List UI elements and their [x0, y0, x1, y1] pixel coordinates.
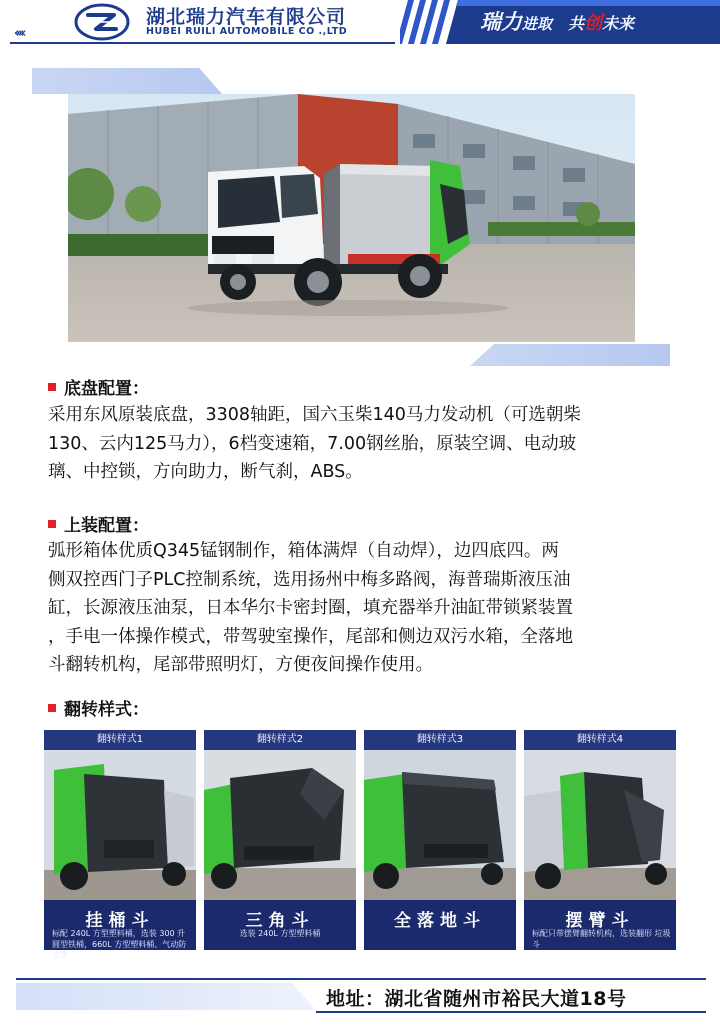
page-header — [0, 0, 720, 48]
truck-rear-photo — [524, 750, 676, 900]
footer-accent — [16, 983, 316, 1010]
card-description: 标配 240L 方型塑料桶，选装 300 升圆型铁桶，660L 方型塑料桶、气动防尘罩 — [52, 929, 187, 960]
tipping-card-2 — [204, 730, 356, 950]
company-name-en: HUBEI RUILI AUTOMOBILE CO .,LTD — [146, 26, 348, 37]
tipping-heading-text: 翻转样式： — [64, 700, 149, 720]
card-description: 标配只带摆臂翻转机构，选装翻形 垃圾斗 — [532, 929, 671, 949]
card-tab-label: 翻转样式1 — [44, 730, 196, 750]
body-line: 侧双控西门子PLC控制系统，选用扬州中梅多路阀，海普瑞斯液压油 — [48, 569, 571, 590]
card-title: 摆臂斗 — [565, 911, 635, 931]
header-rule — [10, 42, 395, 44]
truck-rear-photo — [44, 750, 196, 900]
chassis-heading — [48, 374, 149, 399]
card-description: 选装 240L 方型塑料桶 — [239, 929, 321, 938]
company-name-cn: 湖北瑞力汽车有限公司 — [146, 6, 347, 28]
slogan-text — [480, 6, 634, 36]
body-line: 弧形箱体优质Q345锰钢制作，箱体满焊（自动焊），边四底四。两 — [48, 541, 559, 561]
company-address: 地址：湖北省随州市裕民大道18号 — [326, 988, 627, 1010]
chassis-line: 璃、中控锁，方向助力，断气刹，ABS。 — [48, 462, 363, 482]
body-line: ，手电一体操作模式，带驾驶室操作，尾部和侧边双污水箱，全落地 — [48, 626, 573, 647]
body-line: 斗翻转机构，尾部带照明灯，方便夜间操作使用。 — [48, 655, 433, 675]
chassis-line: 采用东风原装底盘，3308轴距，国六玉柴140马力发动机（可选朝柴 — [48, 405, 581, 425]
tipping-heading — [48, 695, 149, 720]
body-line: 缸，长源液压油泵，日本华尔卡密封圈，填充器举升油缸带锁紧装置 — [48, 598, 573, 618]
slogan-weilai: 未来 — [602, 14, 635, 33]
red-bullet-icon — [48, 383, 56, 391]
truck-photo — [68, 94, 635, 342]
footer-rule-bottom — [316, 1011, 706, 1013]
slogan-jinqu: 进取 — [522, 15, 553, 33]
card-title: 三角斗 — [245, 911, 315, 931]
footer-rule-top — [16, 978, 706, 980]
tipping-card-1 — [44, 730, 196, 960]
tipping-card-3 — [364, 730, 516, 950]
card-title: 挂桶斗 — [85, 911, 155, 931]
slogan-gong: 共 — [568, 14, 585, 33]
card-title: 全落地斗 — [394, 911, 486, 931]
tipping-card-4 — [524, 730, 676, 950]
body-paragraph — [48, 537, 678, 680]
truck-rear-photo — [364, 750, 516, 900]
body-heading-text: 上装配置： — [64, 516, 149, 536]
red-bullet-icon — [48, 704, 56, 712]
slogan-chuang: 创 — [584, 13, 603, 34]
photo-accent-top — [32, 68, 222, 94]
card-tab-label: 翻转样式3 — [364, 730, 516, 750]
chassis-line: 130、云内125马力），6档变速箱，7.00钢丝胎，原装空调、电动玻 — [48, 433, 577, 454]
red-bullet-icon — [48, 520, 56, 528]
truck-rear-photo — [204, 750, 356, 900]
photo-accent-bottom — [470, 344, 670, 366]
slogan-ruili: 瑞力 — [480, 10, 522, 34]
arrow-decoration: ‹‹‹‹ — [14, 26, 24, 41]
body-heading — [48, 511, 149, 536]
card-tab-label: 翻转样式4 — [524, 730, 676, 750]
chassis-paragraph — [48, 401, 678, 487]
card-tab-label: 翻转样式2 — [204, 730, 356, 750]
company-logo — [74, 3, 130, 41]
chassis-heading-text: 底盘配置： — [64, 379, 149, 399]
